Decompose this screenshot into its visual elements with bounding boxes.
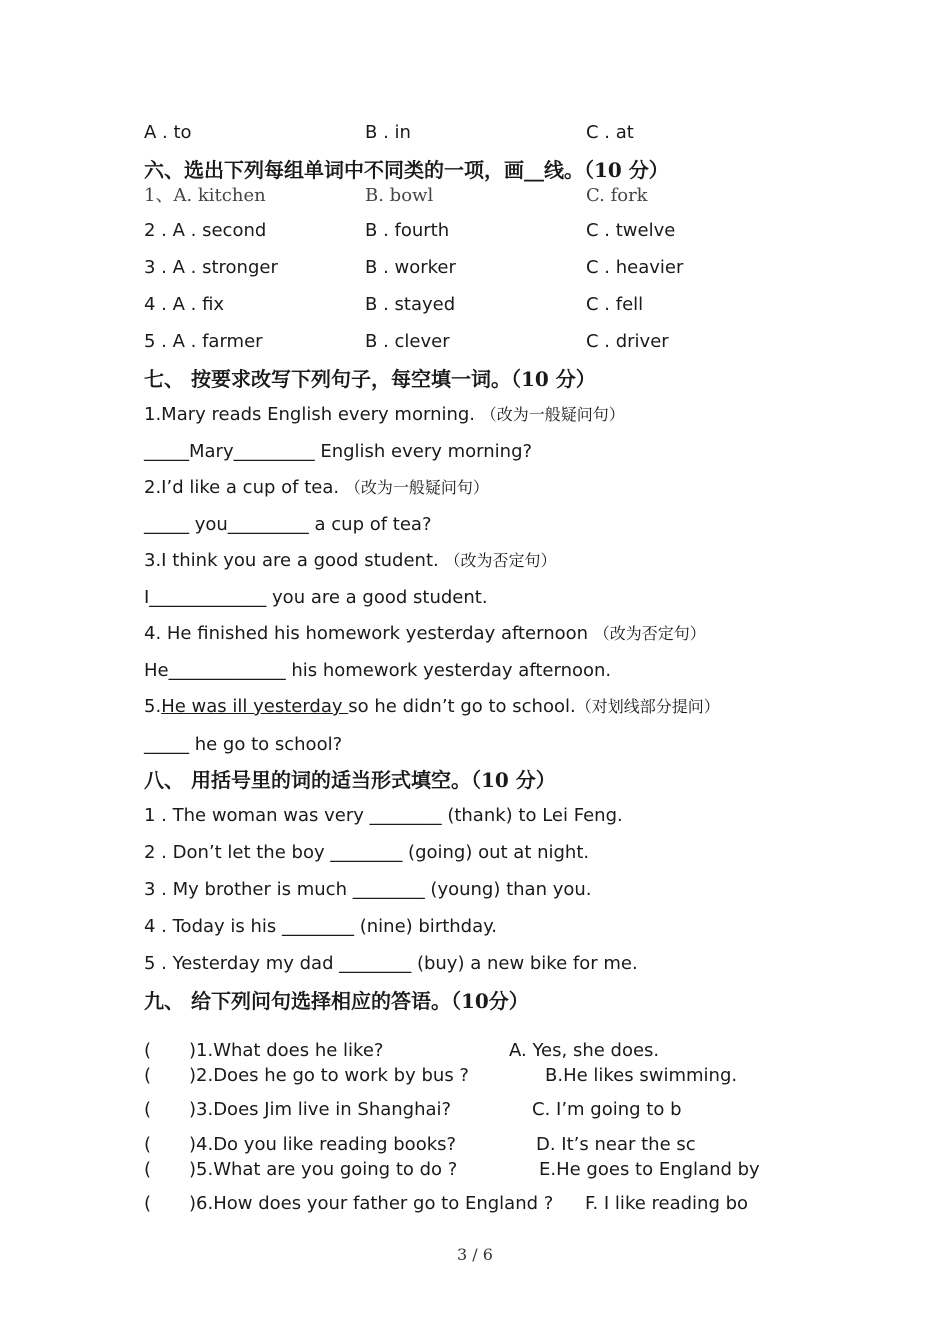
question-text: 2.I’d like a cup of tea. <box>144 477 345 498</box>
match-question: )4.Do you like reading books? <box>189 1134 457 1155</box>
question-hint: （对划线部分提问） <box>575 697 720 716</box>
option-c: C . driver <box>586 331 669 352</box>
option-b: B . fourth <box>365 220 450 241</box>
section7-title: 七、 按要求改写下列句子，每空填一词。（10 分） <box>144 367 596 391</box>
option-c: C . at <box>586 122 634 143</box>
question-prefix: 5. <box>144 696 162 717</box>
option-c: C . twelve <box>586 220 676 241</box>
option-a: 1、A. kitchen <box>144 185 266 206</box>
match-answer: F. I like reading bo <box>585 1193 749 1214</box>
fill-item-3: 3 . My brother is much ________ (young) than you. <box>144 879 592 900</box>
fill-item-5: 5 . Yesterday my dad ________ (buy) a new bike for me. <box>144 953 638 974</box>
match-question: )5.What are you going to do ? <box>189 1159 458 1180</box>
question-1 <box>144 406 625 424</box>
answer-line-2: _____ you_________ a cup of tea? <box>144 514 432 535</box>
underlined-part: He was ill yesterday <box>161 696 349 717</box>
match-answer: B.He likes swimming. <box>545 1065 738 1086</box>
answer-paren: ( <box>144 1065 152 1086</box>
answer-line-3: I_____________ you are a good student. <box>144 587 488 608</box>
question-4 <box>144 625 706 643</box>
answer-paren: ( <box>144 1193 152 1214</box>
option-a: 2 . A . second <box>144 220 267 241</box>
fill-item-1: 1 . The woman was very ________ (thank) to Lei Feng. <box>144 805 623 826</box>
option-a: 4 . A . fix <box>144 294 225 315</box>
section9-title: 九、 给下列问句选择相应的答语。（10分） <box>144 989 529 1013</box>
answer-paren: ( <box>144 1159 152 1180</box>
section8-title: 八、 用括号里的词的适当形式填空。（10 分） <box>144 768 556 792</box>
question-hint: （改为一般疑问句） <box>480 405 625 424</box>
question-hint: （改为否定句） <box>593 624 706 643</box>
question-text: 4. He finished his homework yesterday afternoon <box>144 623 594 644</box>
match-answer: C. I’m going to b <box>532 1099 682 1120</box>
page-number: 3 / 6 <box>457 1245 493 1264</box>
match-answer: D. It’s near the sc <box>536 1134 696 1155</box>
option-c: C . heavier <box>586 257 684 278</box>
option-b: B . stayed <box>365 294 456 315</box>
match-question: )1.What does he like? <box>189 1040 384 1061</box>
match-answer: E.He goes to England by <box>539 1159 760 1180</box>
question-hint: （改为否定句） <box>444 551 557 570</box>
match-question: )2.Does he go to work by bus ? <box>189 1065 469 1086</box>
match-question: )6.How does your father go to England ? <box>189 1193 554 1214</box>
answer-line-1: _____Mary_________ English every morning? <box>144 441 533 462</box>
answer-line-4: He_____________ his homework yesterday afternoon. <box>144 660 612 681</box>
option-a: A . to <box>144 122 192 143</box>
section6-title: 六、选出下列每组单词中不同类的一项，画__线。（10 分） <box>144 158 669 182</box>
option-a: 5 . A . farmer <box>144 331 263 352</box>
match-question: )3.Does Jim live in Shanghai? <box>189 1099 452 1120</box>
answer-paren: ( <box>144 1134 152 1155</box>
answer-paren: ( <box>144 1099 152 1120</box>
option-b: B. bowl <box>365 185 434 206</box>
fill-item-4: 4 . Today is his ________ (nine) birthday. <box>144 916 497 937</box>
question-3 <box>144 552 556 570</box>
question-5 <box>144 698 720 716</box>
answer-line-5: _____ he go to school? <box>144 734 343 755</box>
fill-item-2: 2 . Don’t let the boy ________ (going) out at night. <box>144 842 590 863</box>
option-b: B . in <box>365 122 411 143</box>
option-c: C. fork <box>586 185 648 206</box>
question-2 <box>144 479 489 497</box>
match-answer: A. Yes, she does. <box>509 1040 660 1061</box>
question-text: so he didn’t go to school. <box>348 696 576 717</box>
option-c: C . fell <box>586 294 644 315</box>
option-a: 3 . A . stronger <box>144 257 278 278</box>
answer-paren: ( <box>144 1040 152 1061</box>
option-b: B . worker <box>365 257 456 278</box>
question-text: 3.I think you are a good student. <box>144 550 445 571</box>
question-hint: （改为一般疑问句） <box>344 478 489 497</box>
option-b: B . clever <box>365 331 450 352</box>
question-text: 1.Mary reads English every morning. <box>144 404 481 425</box>
